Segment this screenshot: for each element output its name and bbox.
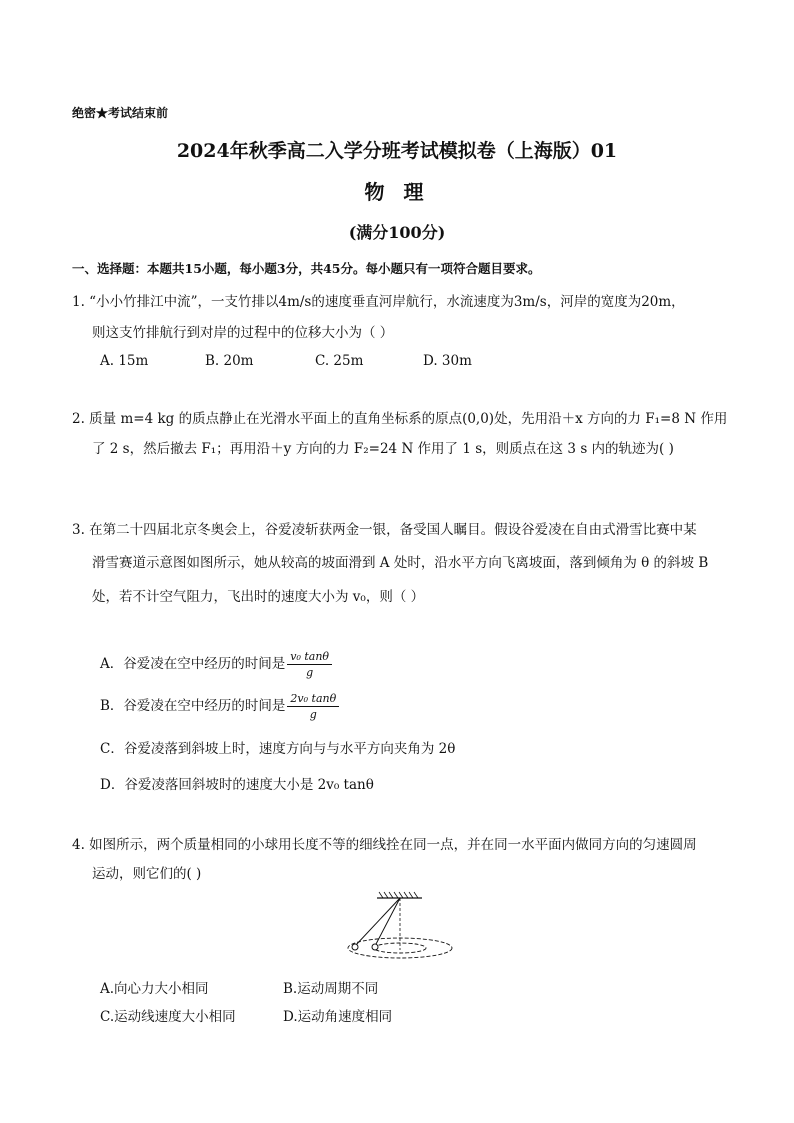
conical-pendulum-figure bbox=[345, 888, 460, 967]
q3-option-d: D．谷爱凌落回斜坡时的速度大小是 2v₀ tanθ bbox=[100, 777, 374, 793]
q4-option-b: B.运动周期不同 bbox=[283, 981, 379, 997]
q1-option-d: D. 30m bbox=[423, 353, 472, 369]
q1-option-a: A. 15m bbox=[100, 353, 149, 369]
full-score: (满分100分) bbox=[348, 223, 446, 242]
q3-option-a-fraction bbox=[287, 650, 332, 679]
q3-option-b-denominator: g bbox=[309, 708, 317, 721]
q3-line2: 滑雪赛道示意图如图所示，她从较高的坡面滑到 A 处时，沿水平方向飞离坡面，落到倾角为 θ 的斜坡 B bbox=[92, 555, 709, 571]
q3-option-b bbox=[100, 692, 339, 721]
q3-line1: 3. 在第二十四届北京冬奥会上，谷爱凌斩获两金一银，备受国人瞩目。假设谷爱凌在自由式滑雪比赛中某 bbox=[72, 522, 697, 538]
q1-line1: 1. “小小竹排江中流”，一支竹排以4m/s的速度垂直河岸航行，水流速度为3m/s，河岸的宽度为20m， bbox=[72, 294, 685, 310]
confidential-label: 绝密★考试结束前 bbox=[72, 106, 169, 120]
q1-line2: 则这支竹排航行到对岸的过程中的位移大小为（ ） bbox=[92, 325, 394, 341]
q3-option-a-text: A．谷爱凌在空中经历的时间是 bbox=[100, 656, 286, 672]
q3-option-a bbox=[100, 650, 332, 679]
q3-option-a-numerator: v₀ tanθ bbox=[287, 650, 332, 665]
q2-line1: 2. 质量 m=4 kg 的质点静止在光滑水平面上的直角坐标系的原点(0,0)处，先用沿＋x 方向的力 F₁=8 N 作用 bbox=[72, 411, 728, 427]
q3-option-b-text: B．谷爱凌在空中经历的时间是 bbox=[100, 698, 286, 714]
subject-title: 物 理 bbox=[364, 180, 430, 204]
q4-line2: 运动，则它们的( ) bbox=[92, 866, 202, 882]
q1-option-b: B. 20m bbox=[205, 353, 254, 369]
q2-line2: 了 2 s，然后撤去 F₁；再用沿＋y 方向的力 F₂=24 N 作用了 1 s，则质点在这 3 s 内的轨迹为( ) bbox=[92, 441, 674, 457]
q3-option-a-denominator: g bbox=[306, 666, 314, 679]
q4-option-c: C.运动线速度大小相同 bbox=[100, 1009, 236, 1025]
page-title: 2024年秋季高二入学分班考试模拟卷（上海版）01 bbox=[176, 140, 618, 162]
q3-option-b-fraction bbox=[287, 692, 339, 721]
q4-option-d: D.运动角速度相同 bbox=[283, 1009, 393, 1025]
section-heading: 一、选择题：本题共15小题，每小题3分，共45分。每小题只有一项符合题目要求。 bbox=[72, 261, 541, 276]
q1-option-c: C. 25m bbox=[315, 353, 364, 369]
q4-option-a: A.向心力大小相同 bbox=[100, 981, 209, 997]
q4-line1: 4. 如图所示，两个质量相同的小球用长度不等的细线拴在同一点，并在同一水平面内做同方向的匀速圆周 bbox=[72, 837, 697, 853]
q3-option-c: C．谷爱凌落到斜坡上时，速度方向与与水平方向夹角为 2θ bbox=[100, 741, 456, 757]
q3-option-b-numerator: 2v₀ tanθ bbox=[287, 692, 339, 707]
q3-line3: 处，若不计空气阻力，飞出时的速度大小为 v₀，则（ ） bbox=[92, 589, 425, 605]
